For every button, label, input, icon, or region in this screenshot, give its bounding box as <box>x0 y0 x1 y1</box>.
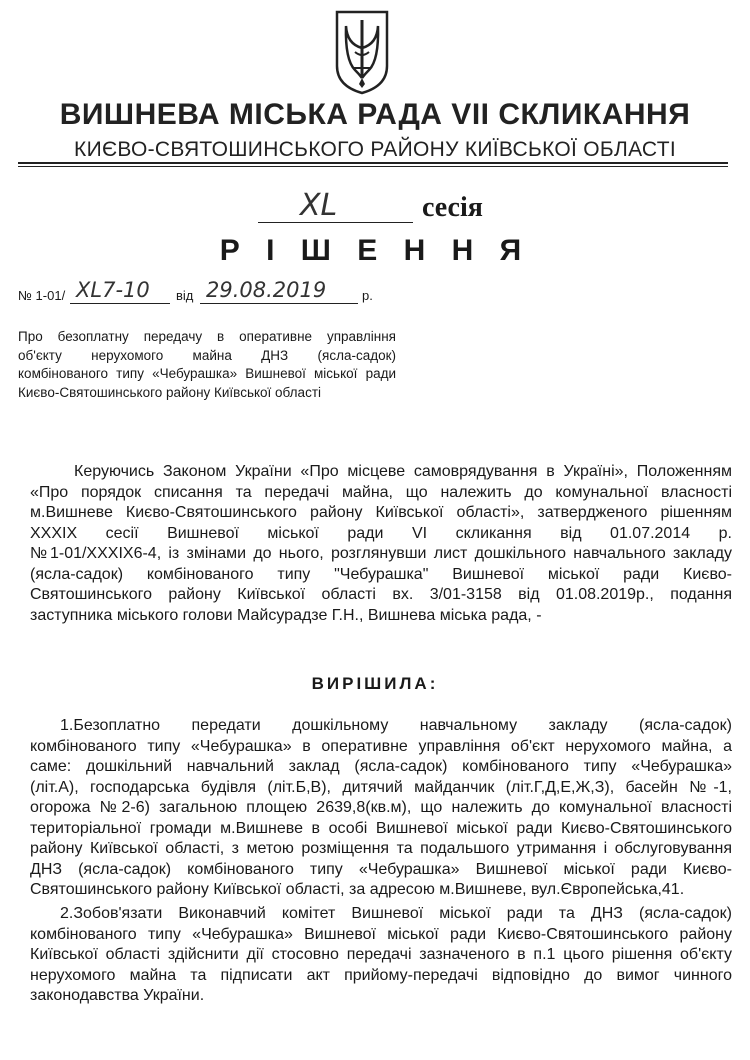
item-2-line: Київської області здійснити дії стосовно передачі зазначеного в п.1 цього рішення об'єкту <box>30 946 732 963</box>
item-1-line: 1.Безоплатно передати дошкільному навчальному закладу (ясла-садок) <box>60 717 732 734</box>
preamble-line: м.Вишневе Києво-Святошинського району Київської області», затвердженого рішенням <box>30 504 732 521</box>
item-1-line: територіальної громади м.Вишневе в особі Вишневої міської ради Києво-Святошинського <box>30 819 732 837</box>
coat-of-arms-emblem <box>333 8 391 96</box>
item-2-line: нерухомого майна та підписати акт прийому-передачі відповідно до вимог чинного <box>30 966 732 984</box>
preamble-line: (ясла-садок) комбінованого типу "Чебурашка" Вишневої міської ради Києво- <box>30 565 732 583</box>
header-rule <box>18 162 728 164</box>
item-1-line: саме: дошкільний навчальний заклад (ясла-садок) комбінованого типу «Чебурашка» <box>30 758 732 775</box>
session-number: XL <box>300 188 338 223</box>
item-1-line: (літ.А), господарська будівля (літ.Б,В), дитячий майданчик (літ.Г,Д,Е,Ж,З), басейн №-1, <box>30 778 732 796</box>
preamble-line: Святошинського району Київської області вх. 3/01-3158 від 01.08.2019р., подання <box>30 586 732 603</box>
decision-title: Р І Ш Е Н Н Я <box>219 234 531 267</box>
subject-line: Про безоплатну передачу в оперативне управління <box>18 329 396 344</box>
decision-date: 29.08.2019 <box>206 278 327 302</box>
preamble-line: №1-01/ХХХІХ6-4, із змінами до нього, розглянувши лист дошкільного навчального закладу <box>30 545 732 562</box>
session-blank-line <box>258 222 413 223</box>
item-2 <box>30 904 732 1007</box>
district-title: КИЄВО-СВЯТОШИНСЬКОГО РАЙОНУ КИЇВСЬКОЇ ОБЛАСТІ <box>74 138 676 161</box>
item-2-line: комбінованого типу «Чебурашка» Вишневої міської ради Києво-Святошинського району <box>30 925 732 943</box>
item-1-line: району Київської області, з метою розміщення та подальшого утримання і обслуговування <box>30 840 732 857</box>
date-underline <box>200 303 358 304</box>
item-1-line: комбінованого типу «Чебурашка» в оперативне управління об'єкт нерухомого майна, а <box>30 737 732 755</box>
council-title: ВИШНЕВА МІСЬКА РАДА VІІ СКЛИКАННЯ <box>59 98 691 131</box>
item-1-line: огорожа №2-6) загальною площею 2639,8(кв.м), що належить до комунальної власності <box>30 799 732 816</box>
item-1-line: Святошинського району Київської області, за адресою м.Вишневе, вул.Європейська,41. <box>30 881 685 898</box>
session-label: сесія <box>422 192 483 223</box>
decision-number-line <box>18 278 418 308</box>
header-rule-thin <box>18 166 728 167</box>
preamble-line: ХХХІХ сесії Вишневої міської ради VI скликання від 01.07.2014 р. <box>30 524 732 542</box>
number-prefix: № 1-01/ <box>18 288 66 303</box>
subject-line: об'єкту нерухомого майна ДНЗ (ясла-садок) <box>18 347 396 363</box>
session-line <box>250 188 550 228</box>
date-label: від <box>176 288 194 303</box>
subject-line: Києво-Святошинського району Київської області <box>18 384 321 400</box>
item-1 <box>30 716 732 901</box>
subject-line: комбінованого типу «Чебурашка» Вишневої міської ради <box>18 366 396 381</box>
decision-subject <box>18 328 396 402</box>
preamble-line: Керуючись Законом України «Про місцеве самоврядування в Україні», Положенням <box>74 463 732 480</box>
number-underline <box>70 303 170 304</box>
item-2-line: законодавства України. <box>30 987 205 1004</box>
preamble-line: заступника міського голови Майсурадзе Г.Н., Вишнева міська рада, - <box>30 606 542 624</box>
item-1-line: ДНЗ (ясла-садок) комбінованого типу «Чебурашка» Вишневої міської ради Києво- <box>30 860 732 878</box>
decision-number: XL7-10 <box>76 278 150 302</box>
resolved-heading: ВИРІШИЛА: <box>311 674 439 693</box>
date-suffix: р. <box>362 288 373 303</box>
preamble-line: «Про порядок списання та передачі майна, що належить до комунальної власності <box>30 483 732 501</box>
item-2-line: 2.Зобов'язати Виконавчий комітет Вишневої міської ради та ДНЗ (ясла-садок) <box>60 905 732 922</box>
preamble <box>30 462 732 626</box>
